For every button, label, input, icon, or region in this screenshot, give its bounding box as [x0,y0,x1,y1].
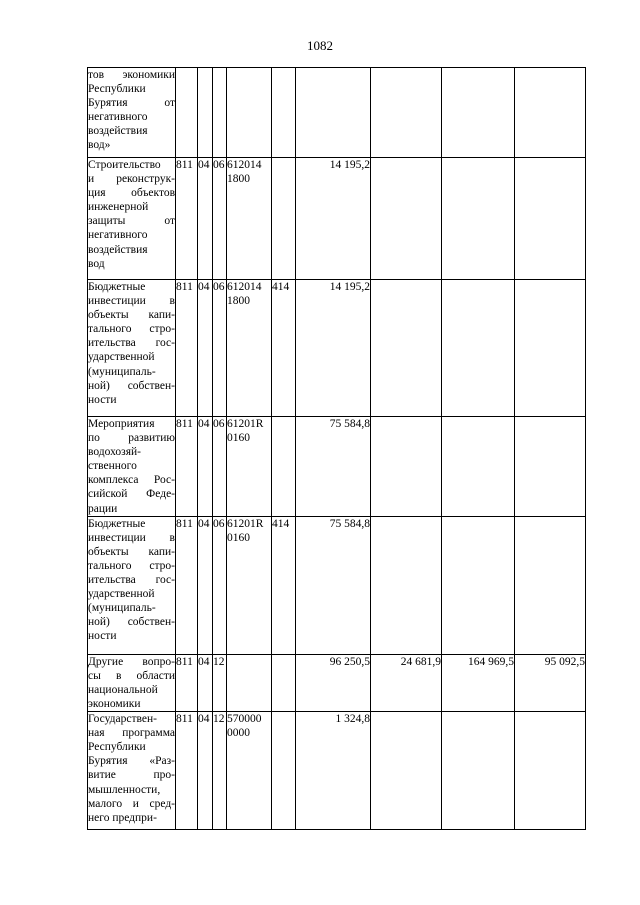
row-name [88,417,176,517]
amount-cell-3 [442,516,515,654]
row-name [88,158,176,280]
table-body [88,68,586,830]
expense-type-code: 414 [272,516,296,654]
row-name-line: Республики [88,741,146,754]
row-name-line: Бюджетные [88,517,146,530]
row-name-line: инвестиции в [88,531,175,544]
row-name [88,280,176,417]
subsection-code: 06 [213,280,227,417]
amount-cell-3: 164 969,5 [442,654,515,711]
amount-cell-2 [371,158,442,280]
row-name-line: по развитию [88,432,175,445]
amount-cell-4 [515,158,586,280]
ministry-code: 811 [176,516,198,654]
section-code: 04 [198,516,213,654]
row-name-line: Бурятия «Раз- [88,755,175,768]
amount-cell-4 [515,516,586,654]
row-name-line: комплекса Рос- [88,474,175,487]
target-article-code-part: 612014 [227,159,262,171]
amount-cell-1: 14 195,2 [296,280,371,417]
target-article-code [227,654,272,711]
amount-cell-4 [515,712,586,830]
section-code: 04 [198,417,213,517]
target-article-code [227,417,272,517]
row-name-line: ности [88,630,117,643]
row-name-line: воздействия [88,125,148,138]
row-name-line: водохозяй- [88,446,141,459]
table-row [88,158,586,280]
target-article-code-part: 61201R [227,517,264,530]
subsection-code: 12 [213,654,227,711]
row-name-line: вод» [88,139,111,152]
amount-cell-4 [515,417,586,517]
row-name [88,654,176,711]
page-number: 1082 [307,38,333,53]
table-row [88,417,586,517]
section-code: 04 [198,280,213,417]
row-name-line: сийской Феде- [88,488,175,501]
row-name-line: инженерной [88,201,149,214]
section-code [198,68,213,158]
row-name [88,68,176,158]
row-name-line: (муниципаль- [88,602,156,615]
row-name-line: тов экономики [88,69,175,81]
row-name-line: ная программа [88,727,175,740]
row-name-line: ция объектов [88,187,175,200]
row-name-line: ударственной [88,588,155,601]
table-row [88,712,586,830]
row-name-line: и реконструк- [88,173,175,186]
row-name-line: малого и сред- [88,797,175,810]
expense-type-code [272,417,296,517]
target-article-code-part: 61201R [227,418,264,430]
row-name-line: ительства гос- [88,337,175,350]
amount-cell-1: 75 584,8 [296,417,371,517]
ministry-code [176,68,198,158]
row-name-line: Республики [88,83,146,96]
row-name-line: Бурятия от [88,97,175,110]
subsection-code [213,68,227,158]
amount-cell-3 [442,158,515,280]
expense-type-code [272,158,296,280]
target-article-code [227,516,272,654]
target-article-code [227,712,272,830]
target-article-code-part: 0160 [227,432,250,445]
row-name-line: ительства гос- [88,574,175,587]
amount-cell-1 [296,68,371,158]
row-name-line: ности [88,393,117,406]
target-article-code-part: 570000 [227,713,262,726]
budget-table [87,67,586,830]
target-article-code [227,68,272,158]
target-article-code [227,280,272,417]
amount-cell-4 [515,68,586,158]
row-name [88,712,176,830]
row-name-line: (муниципаль- [88,365,156,378]
row-name-line: витие про- [88,769,175,782]
expense-type-code: 414 [272,280,296,417]
amount-cell-2 [371,712,442,830]
amount-cell-1: 1 324,8 [296,712,371,830]
amount-cell-3 [442,280,515,417]
row-name-line: негативного [88,111,148,124]
row-name-line: объекты капи- [88,309,175,322]
target-article-code [227,158,272,280]
row-name-line: ной) собствен- [88,616,175,629]
table-row [88,654,586,711]
subsection-code: 06 [213,417,227,517]
amount-cell-1: 96 250,5 [296,654,371,711]
row-name [88,516,176,654]
row-name-line: объекты капи- [88,545,175,558]
amount-cell-2 [371,280,442,417]
row-name-line: Другие вопро- [88,655,175,668]
row-name-line: тального стро- [88,559,175,572]
amount-cell-2 [371,516,442,654]
expense-type-code [272,654,296,711]
amount-cell-2: 24 681,9 [371,654,442,711]
ministry-code: 811 [176,417,198,517]
section-code: 04 [198,712,213,830]
amount-cell-2 [371,68,442,158]
row-name-line: сы в области [88,669,175,682]
row-name-line: Мероприятия [88,418,155,430]
row-name-line: национальной [88,683,158,696]
expense-type-code [272,712,296,830]
table-row [88,280,586,417]
amount-cell-1: 14 195,2 [296,158,371,280]
row-name-line: рации [88,502,118,515]
row-name-line: Бюджетные [88,281,146,293]
row-name-line: него предпри- [88,811,157,824]
target-article-code-part: 612014 [227,281,262,293]
row-name-line: вод [88,257,105,270]
subsection-code: 12 [213,712,227,830]
ministry-code: 811 [176,280,198,417]
row-name-line: ной) собствен- [88,379,175,392]
row-name-line: негативного [88,229,148,242]
row-name-line: Строительство [88,159,161,171]
row-name-line: воздействия [88,243,148,256]
table-row [88,68,586,158]
expense-type-code [272,68,296,158]
amount-cell-4: 95 092,5 [515,654,586,711]
amount-cell-1: 75 584,8 [296,516,371,654]
table-row [88,516,586,654]
subsection-code: 06 [213,158,227,280]
row-name-line: ственного [88,460,137,473]
row-name-line: Государствен- [88,713,157,726]
row-name-line: защиты от [88,215,175,228]
row-name-line: тального стро- [88,323,175,336]
row-name-line: экономики [88,697,141,710]
amount-cell-3 [442,712,515,830]
ministry-code: 811 [176,654,198,711]
amount-cell-4 [515,280,586,417]
row-name-line: инвестиции в [88,295,175,308]
target-article-code-part: 0000 [227,727,250,740]
row-name-line: мышленности, [88,783,161,796]
amount-cell-3 [442,68,515,158]
target-article-code-part: 1800 [227,173,250,186]
row-name-line: ударственной [88,351,155,364]
amount-cell-3 [442,417,515,517]
section-code: 04 [198,158,213,280]
target-article-code-part: 1800 [227,295,250,308]
ministry-code: 811 [176,158,198,280]
section-code: 04 [198,654,213,711]
ministry-code: 811 [176,712,198,830]
target-article-code-part: 0160 [227,531,250,544]
subsection-code: 06 [213,516,227,654]
amount-cell-2 [371,417,442,517]
